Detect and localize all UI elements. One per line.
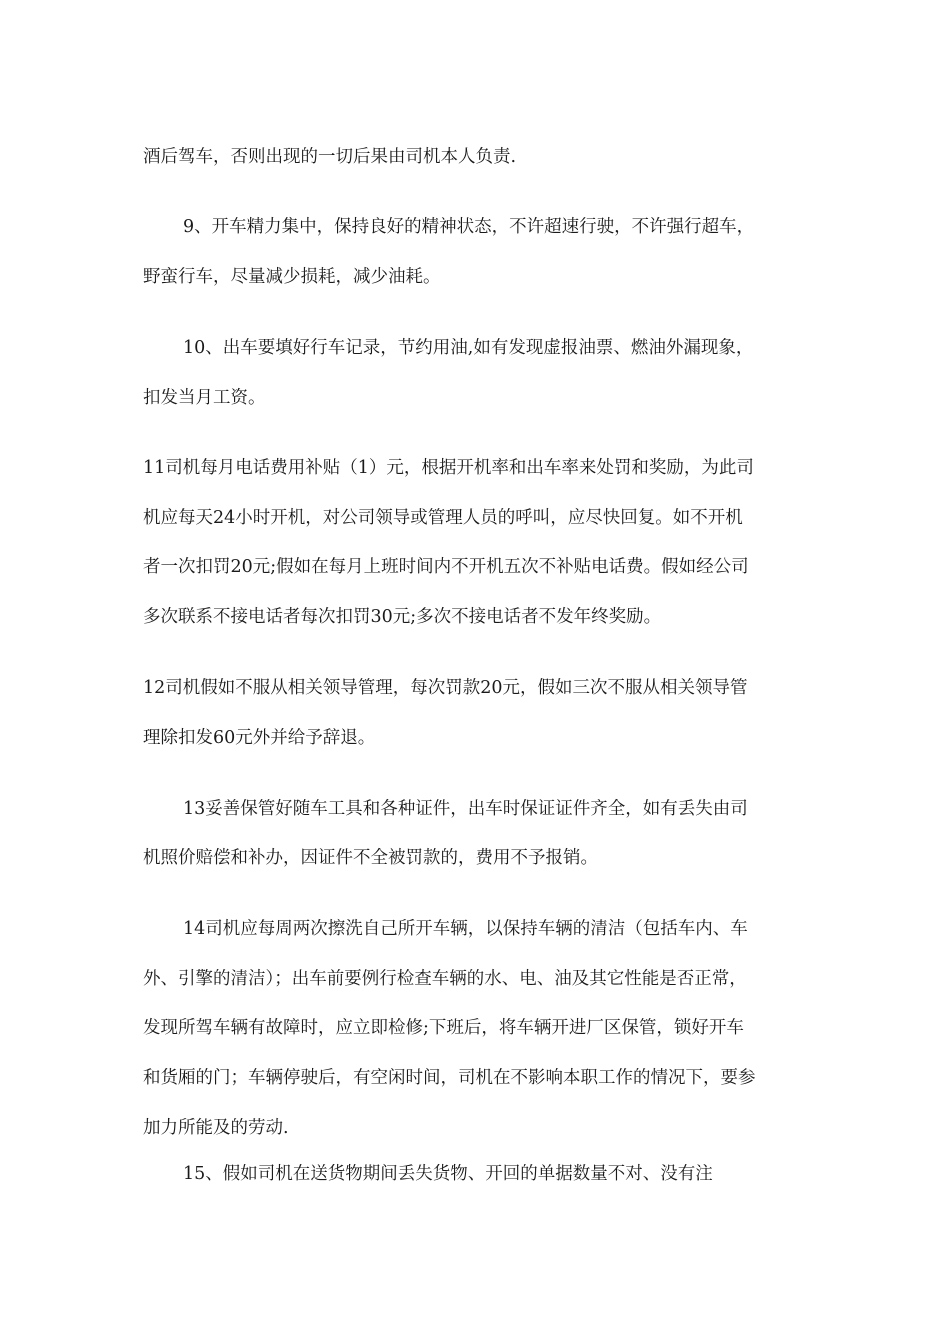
- text-line: 者一次扣罚20元;假如在每月上班时间内不开机五次不补贴电话费。假如经公司: [143, 557, 749, 577]
- text-line: 10、出车要填好行车记录，节约用油,如有发现虚报油票、燃油外漏现象，: [183, 338, 754, 358]
- text-line: 理除扣发60元外并给予辞退。: [143, 728, 376, 748]
- text-line: 15、假如司机在送货物期间丢失货物、开回的单据数量不对、没有注: [183, 1164, 713, 1184]
- text-line: 加力所能及的劳动.: [143, 1118, 289, 1138]
- text-line: 发现所驾车辆有故障时，应立即检修;下班后，将车辆开进厂区保管，锁好开车: [143, 1018, 744, 1038]
- text-line: 野蛮行车，尽量减少损耗，减少油耗。: [143, 267, 441, 287]
- text-line: 多次联系不接电话者每次扣罚30元;多次不接电话者不发年终奖励。: [143, 607, 662, 627]
- text-line: 9、开车精力集中，保持良好的精神状态，不许超速行驶，不许强行超车，: [183, 217, 755, 237]
- text-line: 14司机应每周两次擦洗自己所开车辆，以保持车辆的清洁（包括车内、车: [183, 919, 748, 939]
- text-line: 外、引擎的清洁）；出车前要例行检查车辆的水、电、油及其它性能是否正常，: [143, 969, 747, 989]
- text-line: 酒后驾车，否则出现的一切后果由司机本人负责.: [143, 147, 517, 167]
- text-line: 机应每天24小时开机，对公司领导或管理人员的呼叫，应尽快回复。如不开机: [143, 508, 743, 528]
- text-line: 12司机假如不服从相关领导管理，每次罚款20元，假如三次不服从相关领导管: [143, 678, 748, 698]
- text-line: 机照价赔偿和补办，因证件不全被罚款的，费用不予报销。: [143, 848, 598, 868]
- text-line: 扣发当月工资。: [143, 388, 266, 408]
- text-line: 11司机每月电话费用补贴（1）元，根据开机率和出车率来处罚和奖励，为此司: [143, 458, 754, 478]
- text-line: 和货厢的门；车辆停驶后，有空闲时间，司机在不影响本职工作的情况下，要参: [143, 1068, 756, 1088]
- text-line: 13妥善保管好随车工具和各种证件，出车时保证证件齐全，如有丢失由司: [183, 799, 748, 819]
